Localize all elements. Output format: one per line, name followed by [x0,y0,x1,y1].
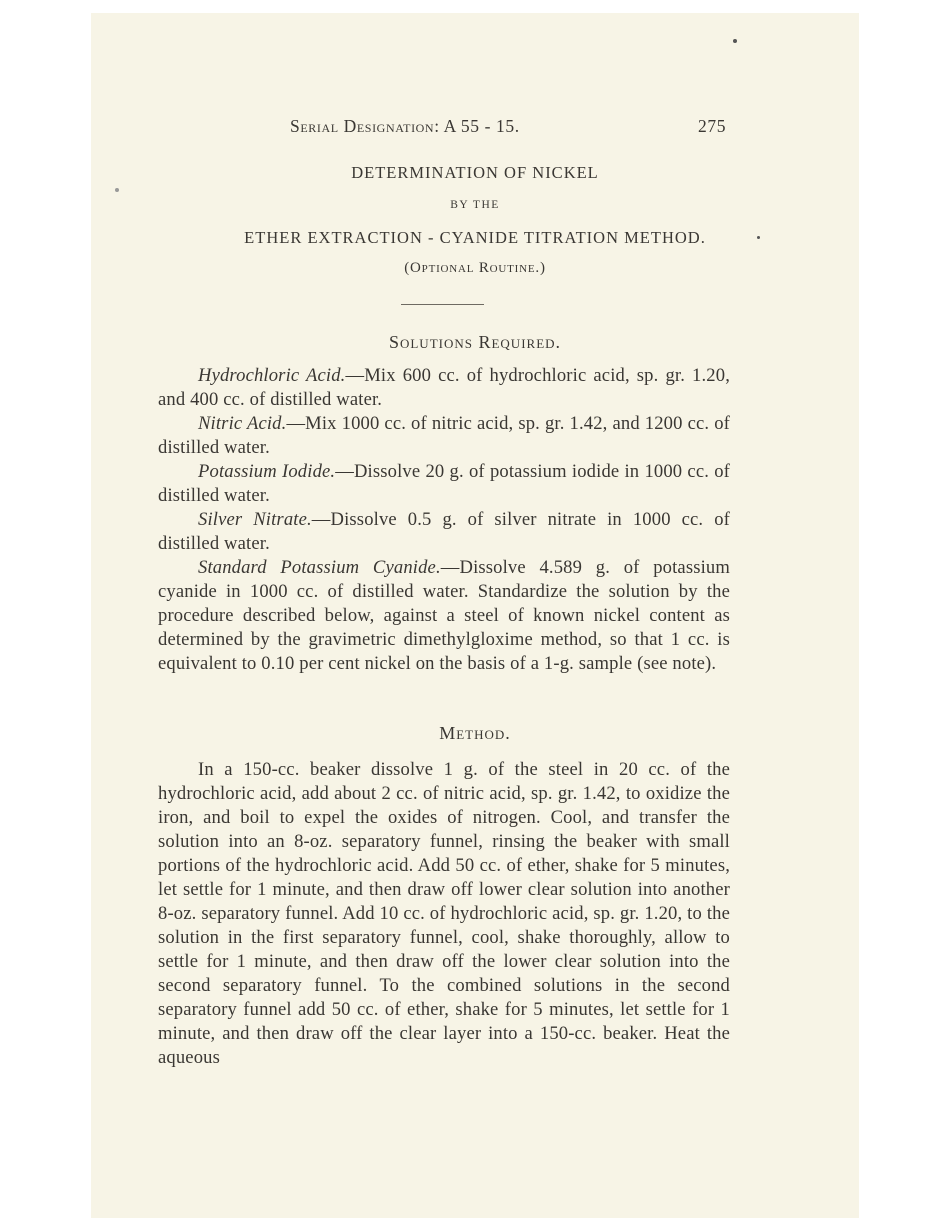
method-paragraph: In a 150-cc. beaker dissolve 1 g. of the steel in 20 cc. of the hydrochloric acid, add about 2 cc. of nitric acid, sp. gr. 1.42, to oxidize the iron, and boil to expel the oxides of nitrogen. Cool, and transfer the solution into an 8-oz. separatory funnel, rinsing the beaker with small portions of the hydrochloric acid. Add 50 cc. of ether, shake for 5 minutes, let settle for 1 minute, and then draw off lower clear solution into another 8-oz. separatory funnel. Add 10 cc. of hydrochloric acid, sp. gr. 1.20, to the solution in the first separatory funnel, cool, shake thoroughly, allow to settle for 1 minute, and then draw off the lower clear solution into the second separatory funnel. To the combined solutions in the second separatory funnel add 50 cc. of ether, shake for 5 minutes, let settle for 1 minute, and then draw off the clear layer into a 150-cc. beaker. Heat the aqueous [158,759,730,1068]
running-head [0,116,950,138]
solutions-heading: Solutions Required. [388,332,562,352]
ink-speck [733,39,737,43]
method-subtitle: ETHER EXTRACTION - CYANIDE TITRATION METHOD. [244,228,706,247]
solution-paragraph [158,460,730,508]
optional-routine-note: (Optional Routine.) [404,260,546,276]
solution-text: —Dissolve 0.5 g. of silver nitrate in 1000 cc. of distilled water. [158,509,730,554]
solution-name: Silver Nitrate. [198,509,312,530]
serial-designation: Serial Designation: A 55 - 15. [290,116,520,136]
solution-text: —Mix 600 cc. of hydrochloric acid, sp. gr. 1.20, and 400 cc. of distilled water. [158,365,730,410]
page-title: DETERMINATION OF NICKEL [351,163,599,182]
solution-text: —Dissolve 4.589 g. of potassium cyanide in 1000 cc. of distilled water. Standardize the solution by the procedure described below, against a steel of known nickel content as determined by the gravimetric dimethylgloxime method, so that 1 cc. is equivalent to 0.10 per cent nickel on the basis of a 1-g. sample (see note). [158,557,730,674]
method-heading: Method. [439,723,511,743]
solution-paragraph [158,412,730,460]
solution-name: Hydrochloric Acid. [198,365,346,386]
solution-text: —Mix 1000 cc. of nitric acid, sp. gr. 1.42, and 1200 cc. of distilled water. [158,413,730,458]
solution-paragraph [158,508,730,556]
solution-paragraph [158,364,730,412]
solution-name: Standard Potassium Cyanide. [198,557,441,578]
divider-rule [401,304,484,305]
byline: BY THE [450,199,500,211]
solution-name: Nitric Acid. [198,413,287,434]
solution-text: —Dissolve 20 g. of potassium iodide in 1000 cc. of distilled water. [158,461,731,506]
ink-speck [115,188,119,192]
page-number: 275 [698,116,727,136]
solution-name: Potassium Iodide. [198,461,336,482]
solution-paragraph [158,556,730,676]
